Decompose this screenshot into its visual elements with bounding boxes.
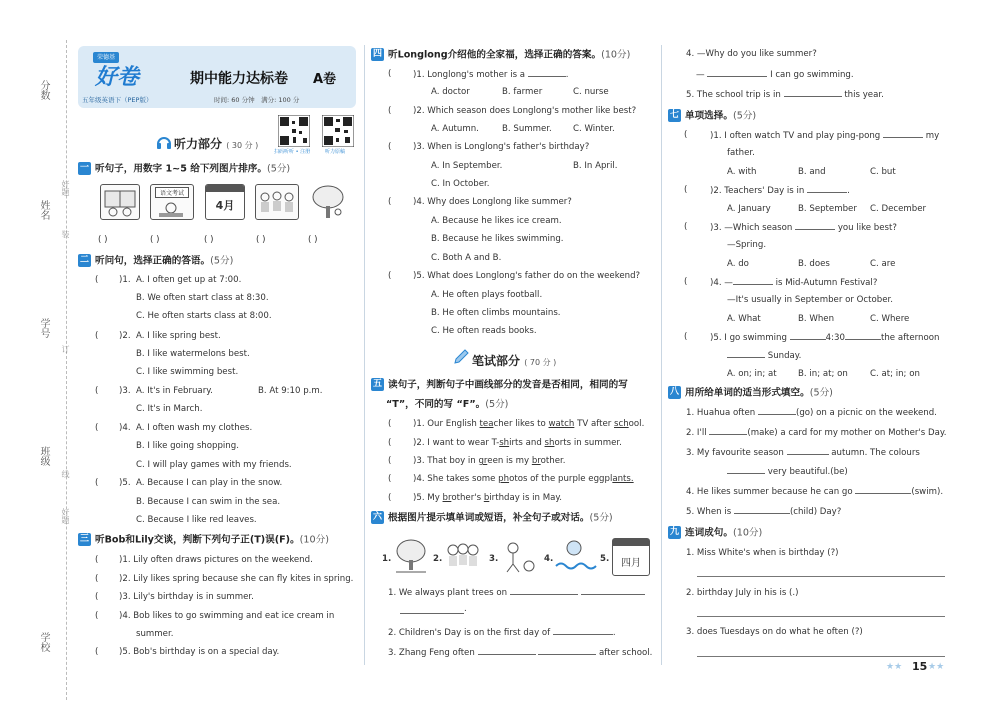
question-text: )1. I often watch TV and play ping-pong my	[710, 131, 940, 141]
picture-number: 1.	[382, 554, 392, 564]
pencil-icon	[453, 349, 469, 365]
fill-sentence: — I can go swimming.	[696, 70, 854, 80]
option: A. with	[727, 167, 757, 177]
fill-sentence: 4. —Why do you like summer?	[686, 49, 817, 59]
answer-blank[interactable]	[553, 626, 613, 635]
tf-statement: )2. Lily likes spring because she can fly kites in spring.	[119, 574, 354, 584]
picture-calendar-april	[205, 184, 245, 220]
answer-paren[interactable]: (	[95, 647, 99, 657]
picture-number: 3.	[489, 554, 499, 564]
fill-sentence: 1. Huahua often (go) on a picnic on the weekend.	[686, 408, 937, 418]
fill-sentence: 3. Zhang Feng often after school.	[388, 648, 653, 658]
option-b: B. At 9:10 p.m.	[258, 386, 323, 396]
question-text: )4. — is Mid-Autumn Festival?	[710, 278, 878, 288]
answer-blank[interactable]	[787, 446, 829, 455]
question-number: )4.	[119, 423, 131, 433]
answer-blank[interactable]	[709, 426, 747, 435]
binding-margin	[0, 0, 78, 711]
question-text: )3. —Which season you like best?	[710, 223, 897, 233]
option: B. farmer	[502, 87, 543, 97]
option: A. In September.	[431, 161, 503, 171]
picture-number: 4.	[544, 554, 554, 564]
answer-paren[interactable]: ( )	[204, 235, 214, 245]
section-3-title: 三 听Bob和Lily交谈，判断下列句子正(T)误(F)。(10分)	[79, 534, 329, 546]
tf-statement: )3. Lily's birthday is in summer.	[119, 592, 254, 602]
answer-blank[interactable]	[734, 505, 790, 514]
option: A. on; in; at	[727, 369, 777, 379]
question-number: )3.	[119, 386, 131, 396]
qr-caption: 听力原稿	[325, 149, 346, 155]
picture-breakfast	[100, 184, 140, 220]
tf-statement: )5. Bob's birthday is on a special day.	[119, 647, 280, 657]
option: A. doctor	[431, 87, 470, 97]
question-text-cont: —Spring.	[727, 240, 767, 250]
option: B. He often climbs mountains.	[431, 308, 561, 318]
stars-decoration: ★★	[886, 662, 903, 672]
option-a: A. It's in February.	[136, 386, 213, 396]
answer-paren[interactable]: (	[684, 130, 688, 140]
question-text-cont: father.	[727, 148, 755, 158]
picture-number: 2.	[433, 554, 443, 564]
question-text: )2. Which season does Longlong's mother like best?	[413, 106, 637, 116]
deco-text: 好题	[61, 508, 70, 524]
answer-blank[interactable]	[845, 331, 881, 340]
answer-paren[interactable]: (	[388, 474, 392, 484]
fill-sentence: 5. The school trip is in this year.	[686, 90, 884, 100]
question-text-cont: —It's usually in September or October.	[727, 295, 893, 305]
deco-text: 好题	[61, 180, 70, 196]
option-a: A. Because I can play in the snow.	[136, 478, 283, 488]
option: C. nurse	[573, 87, 609, 97]
headphones-icon	[156, 134, 172, 150]
fill-sentence: 4. He likes summer because he can go (swim).	[686, 487, 944, 497]
deco-text: 订	[61, 345, 70, 353]
picture-swimming	[554, 536, 598, 576]
option: C. Winter.	[573, 124, 615, 134]
answer-blank[interactable]	[784, 88, 842, 97]
picture-number: 5.	[600, 554, 610, 564]
option: C. at; in; on	[870, 369, 920, 379]
fill-sentence: 2. I'll (make) a card for my mother on Mother's Day.	[686, 428, 947, 438]
picture-group	[255, 184, 299, 220]
student-id-label: 学号	[38, 318, 49, 338]
answer-paren[interactable]: (	[95, 275, 99, 285]
phonics-sentence: )1. Our English teacher likes to watch TV after school.	[413, 419, 645, 429]
word-order-item: 1. Miss White's when is birthday (?)	[686, 548, 839, 558]
section-7-title: 七 单项选择。(5分)	[669, 110, 757, 122]
qr-code-icon	[278, 115, 310, 147]
answer-blank[interactable]	[733, 276, 773, 285]
answer-paren[interactable]: (	[95, 574, 99, 584]
question-text: )5. What does Longlong's father do on the weekend?	[413, 271, 641, 281]
option: C. He often reads books.	[431, 326, 537, 336]
picture-childrens-day	[443, 536, 483, 576]
option: A. January	[727, 204, 771, 214]
column-divider	[661, 45, 662, 665]
option: B. and	[798, 167, 826, 177]
phonics-sentence: )3. That boy in green is my brother.	[413, 456, 566, 466]
option: C. but	[870, 167, 896, 177]
answer-paren[interactable]: (	[388, 419, 392, 429]
fill-sentence: 2. Children's Day is on the first day of .	[388, 628, 616, 638]
deco-text: 线	[61, 470, 70, 478]
question-text: )4. Why does Longlong like summer?	[413, 197, 572, 207]
score-label: 分数	[38, 80, 49, 100]
answer-paren[interactable]: (	[95, 611, 99, 621]
option: C. December	[870, 204, 927, 214]
option: B. Because he likes swimming.	[431, 234, 564, 244]
qr-code-icon	[322, 115, 354, 147]
answer-paren[interactable]: (	[95, 592, 99, 602]
option: A. Autumn.	[431, 124, 479, 134]
section-8-title: 八 用所给单词的适当形式填空。(5分)	[669, 387, 833, 399]
option: B. September	[798, 204, 857, 214]
answer-blank[interactable]	[581, 586, 645, 595]
answer-blank[interactable]	[400, 605, 464, 614]
option: C. Both A and B.	[431, 253, 502, 263]
fill-sentence-cont: very beautiful.(be)	[727, 465, 848, 478]
answer-blank[interactable]	[795, 221, 835, 230]
answer-paren[interactable]: (	[388, 197, 392, 207]
section-2-title: 二 听问句，选择正确的答语。(5分)	[79, 255, 234, 267]
section-9-title: 九 连词成句。(10分)	[669, 527, 763, 539]
section-4-title: 四 听Longlong介绍他的全家福，选择正确的答案。(10分)	[372, 49, 631, 61]
section-1-title: 一 听句子，用数字 1~5 给下列图片排序。(5分)	[79, 163, 291, 175]
picture-exam	[150, 184, 194, 220]
grade-label: 五年级英语下（PEP版）	[82, 96, 153, 104]
answer-paren[interactable]: (	[684, 185, 688, 195]
stars-decoration: ★★	[928, 662, 945, 672]
option: B. When	[798, 314, 835, 324]
phonics-sentence: )5. My brother's birthday is in May.	[413, 493, 562, 503]
brand-badge: 荣德基	[93, 52, 119, 63]
option-c: C. It's in March.	[136, 404, 203, 414]
answer-paren[interactable]: (	[95, 555, 99, 565]
section-5-title-cont: “T”，不同的写 “F”。(5分)	[386, 399, 509, 410]
page-number: 15	[912, 660, 928, 673]
answer-paren[interactable]: (	[684, 222, 688, 232]
picture-exam-label: 语文考试	[155, 187, 189, 198]
option: B. Summer.	[502, 124, 552, 134]
section-6-title: 六 根据图片提示填单词或短语，补全句子或对话。(5分)	[372, 512, 613, 524]
section-5-title: 五 读句子，判断句子中画线部分的发音是否相同，相同的写	[372, 379, 628, 391]
exam-tag: A卷	[313, 72, 337, 87]
name-label: 姓名	[38, 200, 49, 220]
answer-paren[interactable]: (	[388, 69, 392, 79]
tf-statement-cont: summer.	[136, 629, 174, 639]
option: B. in; at; on	[798, 369, 848, 379]
option-c: C. He often starts class at 8:00.	[136, 311, 272, 321]
listening-title: 听力部分 ( 30 分 )	[174, 137, 259, 151]
column-divider	[364, 45, 365, 665]
answer-blank[interactable]	[790, 331, 826, 340]
option-c: C. I will play games with my friends.	[136, 460, 292, 470]
option: A. What	[727, 314, 761, 324]
option-b: B. Because I can swim in the sea.	[136, 497, 281, 507]
picture-playing	[499, 536, 539, 576]
option: C. In October.	[431, 179, 490, 189]
question-text-cont: Sunday.	[727, 349, 801, 362]
option: A. He often plays football.	[431, 290, 543, 300]
option: C. Where	[870, 314, 910, 324]
answer-blank[interactable]	[538, 646, 596, 655]
word-order-item: 2. birthday July in his is (.)	[686, 588, 799, 598]
answer-paren[interactable]: (	[95, 331, 99, 341]
answer-blank[interactable]	[758, 406, 796, 415]
answer-line[interactable]	[697, 656, 945, 657]
option-a: A. I often get up at 7:00.	[136, 275, 242, 285]
fill-sentence: 5. When is (child) Day?	[686, 507, 842, 517]
question-text: )5. I go swimming 4:30 the afternoon	[710, 333, 940, 343]
cut-line	[66, 40, 67, 700]
option: A. Because he likes ice cream.	[431, 216, 562, 226]
question-text: )1. Longlong's mother is a .	[413, 70, 569, 80]
answer-paren[interactable]: (	[95, 423, 99, 433]
word-order-item: 3. does Tuesdays on do what he often (?)	[686, 627, 863, 637]
answer-paren[interactable]: (	[95, 386, 99, 396]
option: C. are	[870, 259, 896, 269]
question-number: )1.	[119, 275, 131, 285]
option-c: C. Because I like red leaves.	[136, 515, 257, 525]
answer-paren[interactable]: (	[684, 277, 688, 287]
option-b: B. I like watermelons best.	[136, 349, 250, 359]
answer-line[interactable]	[697, 576, 945, 577]
answer-paren[interactable]: ( )	[256, 235, 266, 245]
picture-calendar-label: 四月	[621, 558, 641, 569]
answer-paren[interactable]: (	[388, 438, 392, 448]
answer-paren[interactable]: (	[684, 332, 688, 342]
option: B. In April.	[573, 161, 618, 171]
option-a: A. I often wash my clothes.	[136, 423, 253, 433]
answer-blank[interactable]	[528, 68, 566, 77]
picture-calendar	[612, 538, 650, 576]
tf-statement: )4. Bob likes to go swimming and eat ice cream in	[119, 611, 335, 621]
question-text: )3. When is Longlong's father's birthday?	[413, 142, 590, 152]
tf-statement: )1. Lily often draws pictures on the weekend.	[119, 555, 313, 565]
answer-paren[interactable]: ( )	[308, 235, 318, 245]
phonics-sentence: )2. I want to wear T-shirts and shorts in summer.	[413, 438, 622, 448]
deco-text: 装	[61, 230, 70, 238]
answer-paren[interactable]: (	[388, 493, 392, 503]
exam-title: 期中能力达标卷	[190, 71, 288, 87]
answer-blank[interactable]	[707, 68, 767, 77]
question-number: )5.	[119, 478, 131, 488]
class-label: 班级	[38, 446, 49, 466]
answer-blank[interactable]	[510, 586, 578, 595]
fill-sentence: 3. My favourite season autumn. The colours	[686, 448, 920, 458]
phonics-sentence: )4. She takes some photos of the purple eggplants.	[413, 474, 634, 484]
answer-line[interactable]	[697, 616, 945, 617]
school-label: 学校	[38, 632, 49, 652]
answer-paren[interactable]: (	[388, 142, 392, 152]
answer-blank[interactable]	[478, 646, 536, 655]
picture-planting-trees	[392, 536, 430, 576]
option-c: C. I like swimming best.	[136, 367, 239, 377]
answer-blank[interactable]	[883, 129, 923, 138]
option-a: A. I like spring best.	[136, 331, 221, 341]
answer-paren[interactable]: (	[388, 456, 392, 466]
picture-tree	[308, 184, 348, 220]
answer-paren[interactable]: (	[95, 478, 99, 488]
answer-paren[interactable]: (	[388, 271, 392, 281]
exam-time: 时间: 60 分钟 满分: 100 分	[214, 96, 300, 104]
answer-blank[interactable]	[855, 485, 911, 494]
question-text: )2. Teachers' Day is in .	[710, 186, 850, 196]
fill-sentence: 1. We always plant trees on	[388, 586, 645, 599]
qr-caption: 扫码听听 • 注册	[274, 149, 311, 155]
option-b: B. I like going shopping.	[136, 441, 239, 451]
answer-blank[interactable]	[807, 184, 847, 193]
answer-paren[interactable]: ( )	[150, 235, 160, 245]
question-number: )2.	[119, 331, 131, 341]
option-b: B. We often start class at 8:30.	[136, 293, 269, 303]
writing-title: 笔试部分 ( 70 分 )	[472, 354, 557, 368]
logo: 好卷	[95, 65, 140, 90]
answer-blank[interactable]	[727, 465, 765, 474]
option: B. does	[798, 259, 830, 269]
answer-paren[interactable]: (	[388, 106, 392, 116]
answer-blank[interactable]	[727, 349, 765, 358]
picture-calendar-label: 4月	[215, 199, 235, 212]
answer-paren[interactable]: ( )	[98, 235, 108, 245]
option: A. do	[727, 259, 749, 269]
